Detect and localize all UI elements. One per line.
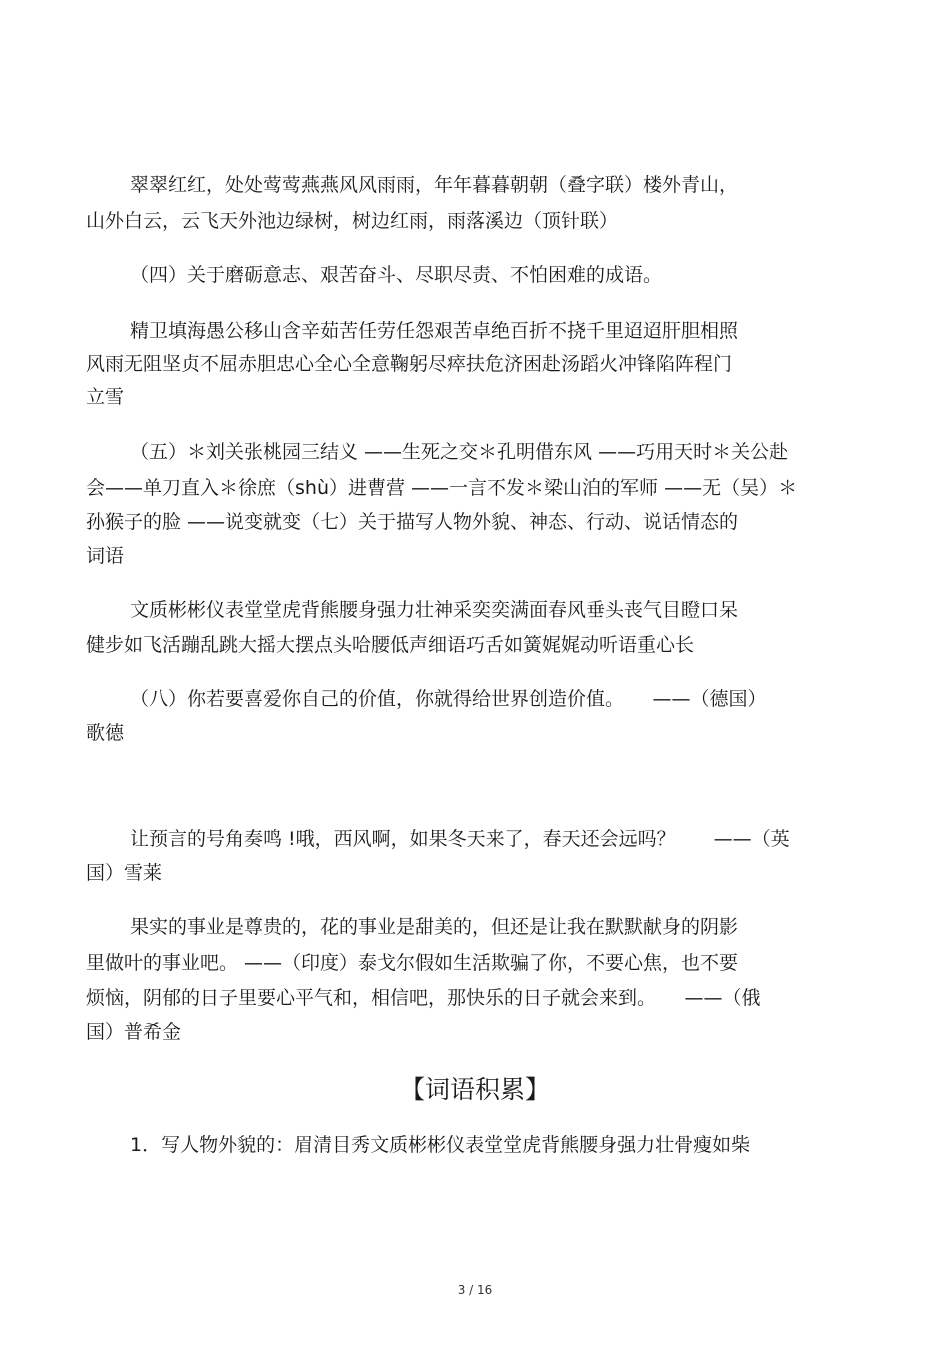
text-line-13: （八）你若要喜爱你自己的价值，你就得给世界创造价值。 ——（德国） — [130, 688, 767, 710]
text-line-5: 风雨无阻坚贞不屈赤胆忠心全心全意鞠躬尽瘁扶危济困赴汤蹈火冲锋陷阵程门 — [86, 353, 733, 375]
list-item-1: 1．写人物外貌的：眉清目秀文质彬彬仪表堂堂虎背熊腰身强力壮骨瘦如柴 — [130, 1134, 751, 1156]
page-number: 3 / 16 — [457, 1283, 493, 1297]
section-heading: 【词语积累】 — [399, 1075, 550, 1104]
text-line-12: 健步如飞活蹦乱跳大摇大摆点头哈腰低声细语巧舌如簧娓娓动听语重心长 — [86, 634, 695, 656]
text-line-2: 山外白云，云飞天外池边绿树，树边红雨，雨落溪边（顶针联） — [86, 210, 619, 232]
text-line-3: （四）关于磨砺意志、艰苦奋斗、尽职尽责、不怕困难的成语。 — [130, 264, 663, 286]
text-line-17: 果实的事业是尊贵的，花的事业是甜美的，但还是让我在默默献身的阴影 — [130, 916, 739, 938]
text-line-1: 翠翠红红，处处莺莺燕燕风风雨雨，年年暮暮朝朝（叠字联）楼外青山， — [130, 174, 739, 196]
text-line-7: （五）＊刘关张桃园三结义 ——生死之交＊孔明借东风 ——巧用天时＊关公赴 — [130, 441, 789, 463]
text-line-10: 词语 — [86, 545, 125, 567]
text-line-8: 会——单刀直入＊徐庶（shù）进曹营 ——一言不发＊梁山泊的军师 ——无（吴）＊ — [86, 477, 798, 499]
text-line-9: 孙猴子的脸 ——说变就变（七）关于描写人物外貌、神态、行动、说话情态的 — [86, 511, 739, 533]
text-line-4: 精卫填海愚公移山含辛茹苦任劳任怨艰苦卓绝百折不挠千里迢迢肝胆相照 — [130, 320, 739, 342]
text-line-6: 立雪 — [86, 386, 125, 408]
text-line-16: 国）雪莱 — [86, 862, 163, 884]
text-line-19: 烦恼，阴郁的日子里要心平气和，相信吧，那快乐的日子就会来到。 ——（俄 — [86, 987, 761, 1009]
text-line-11: 文质彬彬仪表堂堂虎背熊腰身强力壮神采奕奕满面春风垂头丧气目瞪口呆 — [130, 599, 739, 621]
text-line-15: 让预言的号角奏鸣 !哦，西风啊，如果冬天来了，春天还会远吗？ ——（英 — [130, 828, 790, 850]
text-line-18: 里做叶的事业吧。 ——（印度）泰戈尔假如生活欺骗了你，不要心焦，也不要 — [86, 952, 739, 974]
text-line-20: 国）普希金 — [86, 1021, 182, 1043]
text-line-14: 歌德 — [86, 722, 125, 744]
